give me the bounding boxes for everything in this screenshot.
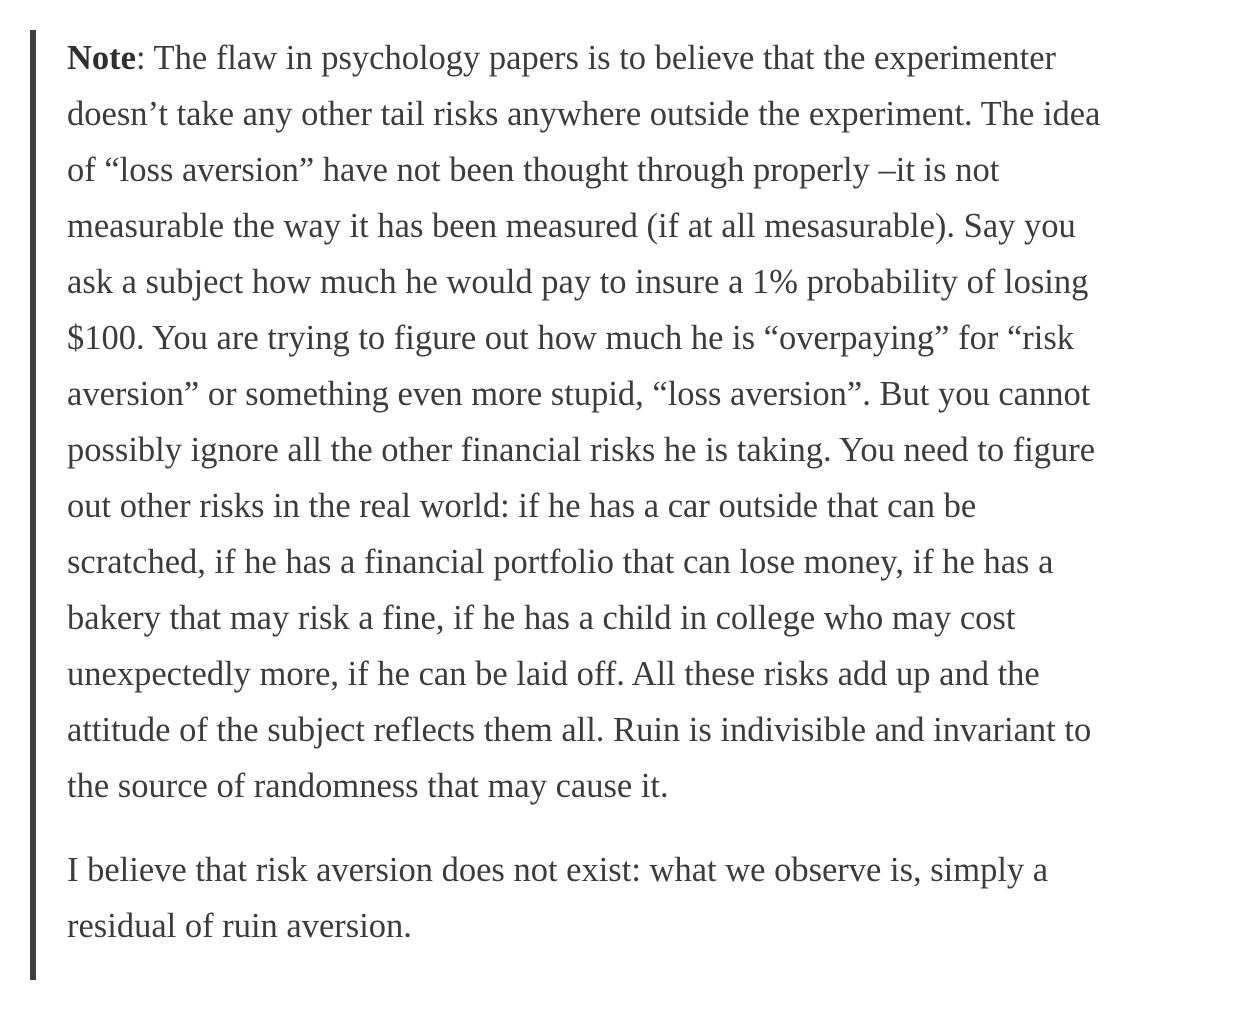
- conclusion-paragraph: I believe that risk aversion does not exist: what we observe is, simply a residual of ruin aversion.: [67, 851, 1049, 945]
- blockquote-text: [67, 30, 1237, 982]
- note-label: Note: [67, 39, 136, 77]
- blockquote-bar: [30, 30, 36, 980]
- blockquote: [30, 30, 1230, 980]
- note-body: : The flaw in psychology papers is to believe that the experimenter doesn’t take any other tail risks anywhere outside the experiment. The idea of “loss aversion” have not been thought through properly –it is not measurable the way it has been measured (if at all mesasurable). Say you ask a subject how much he would pay to insure a 1% probability of losing $100. You are trying to figure out how much he is “overpaying” for “risk aversion” or something even more stupid, “loss aversion”. But you cannot possibly ignore all the other financial risks he is taking. You need to figure out other risks in the real world: if he has a car outside that can be scratched, if he has a financial portfolio that can lose money, if he has a bakery that may risk a fine, if he has a child in college who may cost unexpectedly more, if he can be laid off. All these risks add up and the attitude of the subject reflects them all. Ruin is indivisible and invariant to the source of randomness that may cause it.: [67, 39, 1101, 805]
- note-paragraph: [67, 30, 1237, 814]
